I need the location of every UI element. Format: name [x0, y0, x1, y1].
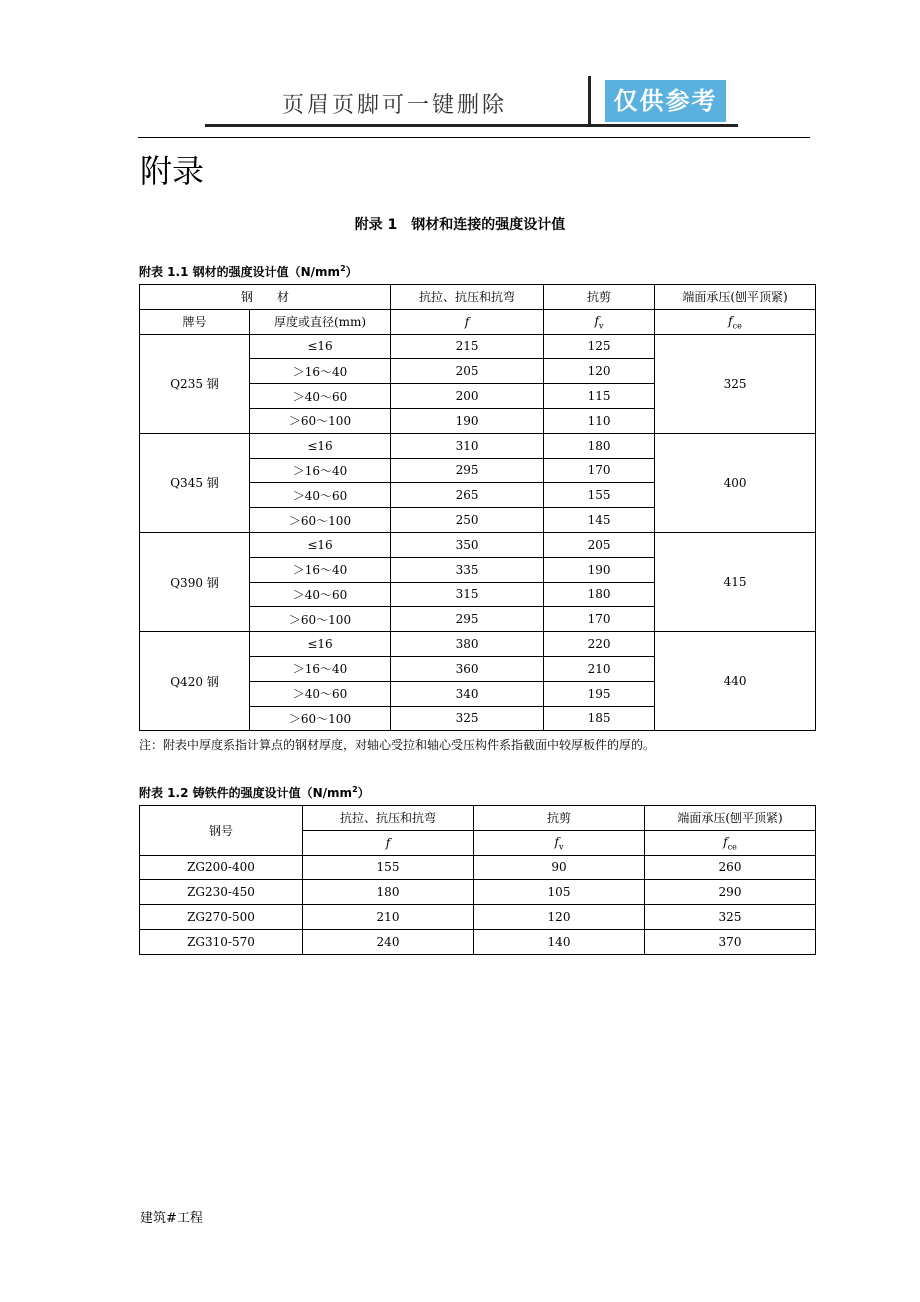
casting-grade-cell: ZG200-400: [140, 855, 303, 880]
thickness-cell: ＞16～40: [250, 458, 391, 483]
table-row: [140, 905, 816, 930]
table1-caption-post: ）: [345, 265, 358, 279]
steel-grade-cell: Q345 钢: [140, 433, 250, 532]
page-title: 附录: [140, 152, 205, 190]
header-shear: 抗剪: [474, 806, 645, 831]
table-row: [140, 433, 816, 458]
tension-value-cell: 350: [391, 532, 544, 557]
header-bearing-symbol: [645, 830, 816, 855]
casting-grade-cell: ZG270-500: [140, 905, 303, 930]
table2-caption-sup: 2: [352, 785, 358, 794]
steel-grade-cell: Q390 钢: [140, 532, 250, 631]
thickness-cell: ＞16～40: [250, 557, 391, 582]
tension-value-cell: 265: [391, 483, 544, 508]
bearing-value-cell: 370: [645, 929, 816, 954]
bearing-value-cell: 440: [655, 632, 816, 731]
thickness-cell: ＞60～100: [250, 508, 391, 533]
table1-caption-pre: 附表 1.1 钢材的强度设计值（N/mm: [139, 265, 341, 279]
table-header-row: [140, 309, 816, 334]
table2-caption: [139, 784, 370, 801]
tension-value-cell: 215: [391, 334, 544, 359]
table1-caption-sup: 2: [340, 264, 346, 273]
header-tension: 抗拉、抗压和抗弯: [303, 806, 474, 831]
thickness-cell: ＞16～40: [250, 359, 391, 384]
bearing-value-cell: 400: [655, 433, 816, 532]
table-header-row: [140, 285, 816, 310]
symbol-fv-base: f: [594, 313, 599, 328]
tension-value-cell: 325: [391, 706, 544, 731]
tension-value-cell: 190: [391, 408, 544, 433]
tension-value-cell: 380: [391, 632, 544, 657]
header-shear: 抗剪: [544, 285, 655, 310]
shear-value-cell: 170: [544, 607, 655, 632]
shear-value-cell: 180: [544, 433, 655, 458]
shear-value-cell: 145: [544, 508, 655, 533]
bearing-value-cell: 290: [645, 880, 816, 905]
tension-value-cell: 155: [303, 855, 474, 880]
casting-strength-table: [139, 805, 816, 955]
tension-value-cell: 340: [391, 681, 544, 706]
tension-value-cell: 240: [303, 929, 474, 954]
table1-caption: [139, 263, 358, 280]
shear-value-cell: 110: [544, 408, 655, 433]
header-text: 页眉页脚可一键删除: [282, 93, 508, 118]
header-tension-symbol: [391, 309, 544, 334]
steel-strength-table-body: [140, 285, 816, 731]
table2-caption-pre: 附表 1.2 铸铁件的强度设计值（N/mm: [139, 786, 353, 800]
header-shear-symbol: [474, 830, 645, 855]
shear-value-cell: 210: [544, 656, 655, 681]
symbol-fv: [595, 314, 604, 328]
tension-value-cell: 360: [391, 656, 544, 681]
steel-grade-cell: Q420 钢: [140, 632, 250, 731]
thickness-cell: ≤16: [250, 532, 391, 557]
shear-value-cell: 205: [544, 532, 655, 557]
symbol-fce-sub: ce: [732, 320, 742, 330]
shear-value-cell: 90: [474, 855, 645, 880]
symbol-f: f: [464, 314, 470, 329]
tension-value-cell: 200: [391, 384, 544, 409]
table2-caption-post: ）: [357, 786, 370, 800]
shear-value-cell: 180: [544, 582, 655, 607]
thickness-cell: ＞40～60: [250, 384, 391, 409]
thickness-cell: ＞40～60: [250, 681, 391, 706]
tension-value-cell: 205: [391, 359, 544, 384]
table-row: [140, 855, 816, 880]
thickness-cell: ＞60～100: [250, 408, 391, 433]
thickness-cell: ≤16: [250, 334, 391, 359]
shear-value-cell: 190: [544, 557, 655, 582]
shear-value-cell: 140: [474, 929, 645, 954]
symbol-fce: [728, 314, 742, 328]
table-row: [140, 880, 816, 905]
header-divider: [588, 76, 591, 126]
bearing-value-cell: 260: [645, 855, 816, 880]
thickness-cell: ＞16～40: [250, 656, 391, 681]
header-thickness: 厚度或直径(mm): [250, 309, 391, 334]
thickness-cell: ≤16: [250, 433, 391, 458]
header-bearing: 端面承压(刨平顶紧): [655, 285, 816, 310]
shear-value-cell: 120: [544, 359, 655, 384]
tension-value-cell: 335: [391, 557, 544, 582]
header-shear-symbol: [544, 309, 655, 334]
symbol-fv-base: f: [554, 834, 559, 849]
symbol-fce-sub: ce: [727, 841, 737, 851]
page-footer: 建筑#工程: [140, 1211, 203, 1226]
header-badge: 仅供参考: [605, 80, 726, 122]
header-tension-symbol: [303, 830, 474, 855]
table-row: [140, 632, 816, 657]
symbol-fv: [555, 835, 564, 849]
casting-grade-cell: ZG230-450: [140, 880, 303, 905]
shear-value-cell: 185: [544, 706, 655, 731]
shear-value-cell: 125: [544, 334, 655, 359]
thickness-cell: ＞40～60: [250, 582, 391, 607]
table-row: [140, 334, 816, 359]
table1-note: 注：附表中厚度系指计算点的钢材厚度，对轴心受拉和轴心受压构件系指截面中较厚板件的厚的。: [139, 738, 656, 752]
bearing-value-cell: 415: [655, 532, 816, 631]
tension-value-cell: 315: [391, 582, 544, 607]
symbol-fce-base: f: [728, 313, 733, 328]
header-grade: 钢号: [140, 806, 303, 856]
steel-grade-cell: Q235 钢: [140, 334, 250, 433]
shear-value-cell: 195: [544, 681, 655, 706]
shear-value-cell: 105: [474, 880, 645, 905]
header-bearing: 端面承压(刨平顶紧): [645, 806, 816, 831]
header-steel: 钢 材: [140, 285, 391, 310]
tension-value-cell: 180: [303, 880, 474, 905]
tension-value-cell: 295: [391, 607, 544, 632]
casting-strength-table-body: [140, 806, 816, 955]
shear-value-cell: 155: [544, 483, 655, 508]
symbol-f: f: [385, 835, 391, 850]
table-header-row: [140, 806, 816, 831]
table-row: [140, 929, 816, 954]
symbol-fv-sub: v: [558, 841, 564, 851]
thickness-cell: ＞60～100: [250, 706, 391, 731]
shear-value-cell: 120: [474, 905, 645, 930]
table-row: [140, 532, 816, 557]
symbol-fv-sub: v: [598, 320, 604, 330]
tension-value-cell: 310: [391, 433, 544, 458]
shear-value-cell: 115: [544, 384, 655, 409]
shear-value-cell: 220: [544, 632, 655, 657]
shear-value-cell: 170: [544, 458, 655, 483]
tension-value-cell: 250: [391, 508, 544, 533]
steel-strength-table: [139, 284, 816, 731]
header-bearing-symbol: [655, 309, 816, 334]
thickness-cell: ＞60～100: [250, 607, 391, 632]
header-rule-thin: [138, 137, 810, 138]
thickness-cell: ≤16: [250, 632, 391, 657]
header-rule-thick: [205, 124, 738, 127]
symbol-fce-base: f: [723, 834, 728, 849]
thickness-cell: ＞40～60: [250, 483, 391, 508]
tension-value-cell: 210: [303, 905, 474, 930]
header-grade: 牌号: [140, 309, 250, 334]
symbol-fce: [723, 835, 737, 849]
tension-value-cell: 295: [391, 458, 544, 483]
casting-grade-cell: ZG310-570: [140, 929, 303, 954]
bearing-value-cell: 325: [645, 905, 816, 930]
section-title: 附录 1 钢材和连接的强度设计值: [354, 217, 566, 233]
bearing-value-cell: 325: [655, 334, 816, 433]
header-tension: 抗拉、抗压和抗弯: [391, 285, 544, 310]
